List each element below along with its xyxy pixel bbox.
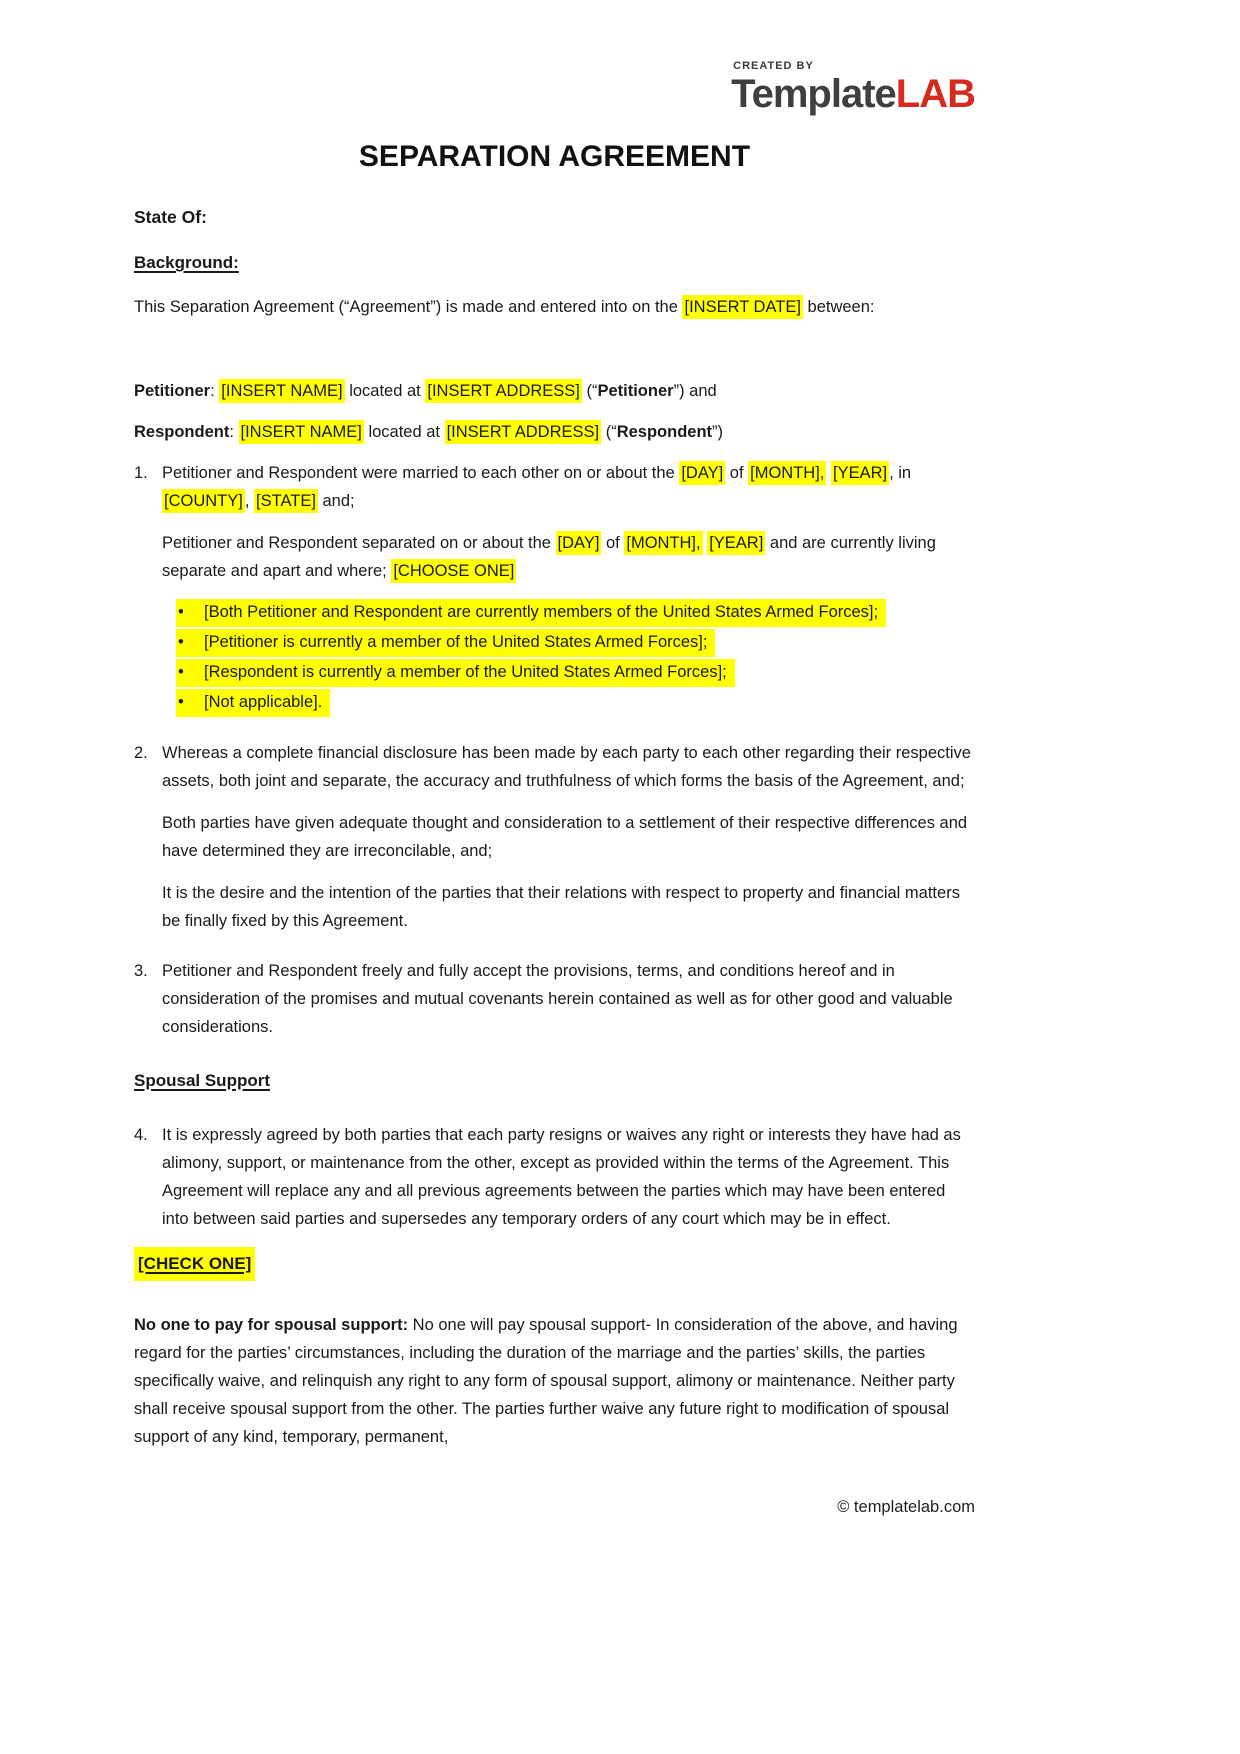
clause-1 xyxy=(134,459,975,729)
bullet-icon: • xyxy=(178,603,184,621)
logo-wordmark xyxy=(731,73,975,115)
clause-3-body xyxy=(162,957,975,1053)
clause-3 xyxy=(134,957,975,1053)
clause-2-number: 2. xyxy=(134,744,148,762)
clause-1-body xyxy=(162,459,975,729)
intro-paragraph: This Separation Agreement (“Agreement”) is made and entered into on the [INSERT DATE] between: xyxy=(134,293,975,321)
clause-2-body xyxy=(162,739,975,947)
logo-brand-lab: LAB xyxy=(895,72,975,116)
option-text: [Respondent is currently a member of the United States Armed Forces]; xyxy=(204,663,727,681)
state-of-label: State Of: xyxy=(134,207,207,227)
clause-4 xyxy=(134,1121,975,1245)
clause-4-number: 4. xyxy=(134,1126,148,1144)
list-item xyxy=(176,659,975,687)
clause-1-separated-paragraph: Petitioner and Respondent separated on or about the [DAY] of [MONTH], [YEAR] and are currently living separate and apart and where; [CHOOSE ONE] xyxy=(162,529,975,585)
option-respondent-member xyxy=(176,659,735,687)
bullet-icon: • xyxy=(178,663,184,681)
bullet-icon: • xyxy=(178,633,184,651)
clause-2-desire-paragraph: It is the desire and the intention of the parties that their relations with respect to property and financial matters be finally fixed by this Agreement. xyxy=(162,884,960,930)
list-item xyxy=(176,629,975,657)
option-text: [Petitioner is currently a member of the United States Armed Forces]; xyxy=(204,633,708,651)
logo xyxy=(134,0,975,115)
option-not-applicable xyxy=(176,689,330,717)
check-one-row xyxy=(134,1247,975,1281)
list-item xyxy=(176,689,975,717)
list-item xyxy=(176,599,975,627)
clause-3-acceptance-paragraph: Petitioner and Respondent freely and fully accept the provisions, terms, and conditions hereof and in consideration of the promises and mutual covenants herein contained as well as for other good and valuable considerations. xyxy=(162,962,953,1036)
check-one-label: [CHECK ONE] xyxy=(134,1247,255,1281)
logo-created-by: CREATED BY xyxy=(733,60,814,72)
no-spousal-support-paragraph: No one to pay for spousal support: No one will pay spousal support- In consideration of the above, and having regard for the parties’ circumstances, including the duration of the marriage and the parties’ skills, the parties specifically waive, and relinquish any right to any form of spousal support, alimony or maintenance. Neither party shall receive spousal support from the other. The parties further waive any future right to modification of spousal support of any kind, temporary, permanent, xyxy=(134,1316,958,1446)
clause-2 xyxy=(134,739,975,947)
clause-3-number: 3. xyxy=(134,962,148,980)
clause-1-number: 1. xyxy=(134,464,148,482)
clause-4-waiver-paragraph: It is expressly agreed by both parties that each party resigns or waives any right or interests they have had as alimony, support, or maintenance from the other, except as provided within the terms of the Agreement. This Agreement will replace any and all previous agreements between the parties which may have been entered into between said parties and supersedes any temporary orders of any court which may be in effect. xyxy=(162,1126,961,1228)
bullet-icon: • xyxy=(178,693,184,711)
clause-4-body xyxy=(162,1121,975,1245)
option-text: [Not applicable]. xyxy=(204,693,323,711)
petitioner-line: Petitioner: [INSERT NAME] located at [INSERT ADDRESS] (“Petitioner”) and xyxy=(134,377,975,405)
option-both-members xyxy=(176,599,886,627)
respondent-line: Respondent: [INSERT NAME] located at [INSERT ADDRESS] (“Respondent”) xyxy=(134,418,975,446)
option-petitioner-member xyxy=(176,629,715,657)
clause-1-married-paragraph: Petitioner and Respondent were married to each other on or about the [DAY] of [MONTH], [YEAR] , in [COUNTY] , [STATE] and; xyxy=(162,459,975,515)
option-text: [Both Petitioner and Respondent are currently members of the United States Armed Forces]; xyxy=(204,603,879,621)
footer-copyright: © templatelab.com xyxy=(837,1498,975,1516)
page-title: SEPARATION AGREEMENT xyxy=(358,140,751,173)
armed-forces-options-list xyxy=(176,599,975,717)
logo-brand-template: Template xyxy=(731,72,896,116)
clause-2-disclosure-paragraph: Whereas a complete financial disclosure has been made by each party to each other regarding their respective assets, both joint and separate, the accuracy and truthfulness of which forms the basis of the Agreement, and; xyxy=(162,744,971,790)
background-heading: Background: xyxy=(134,253,239,272)
clause-2-consideration-paragraph: Both parties have given adequate thought and consideration to a settlement of their respective differences and have determined they are irreconcilable, and; xyxy=(162,814,968,860)
spousal-support-heading: Spousal Support xyxy=(134,1071,270,1090)
templatelab-logo xyxy=(731,60,975,115)
document-content xyxy=(134,0,975,1465)
